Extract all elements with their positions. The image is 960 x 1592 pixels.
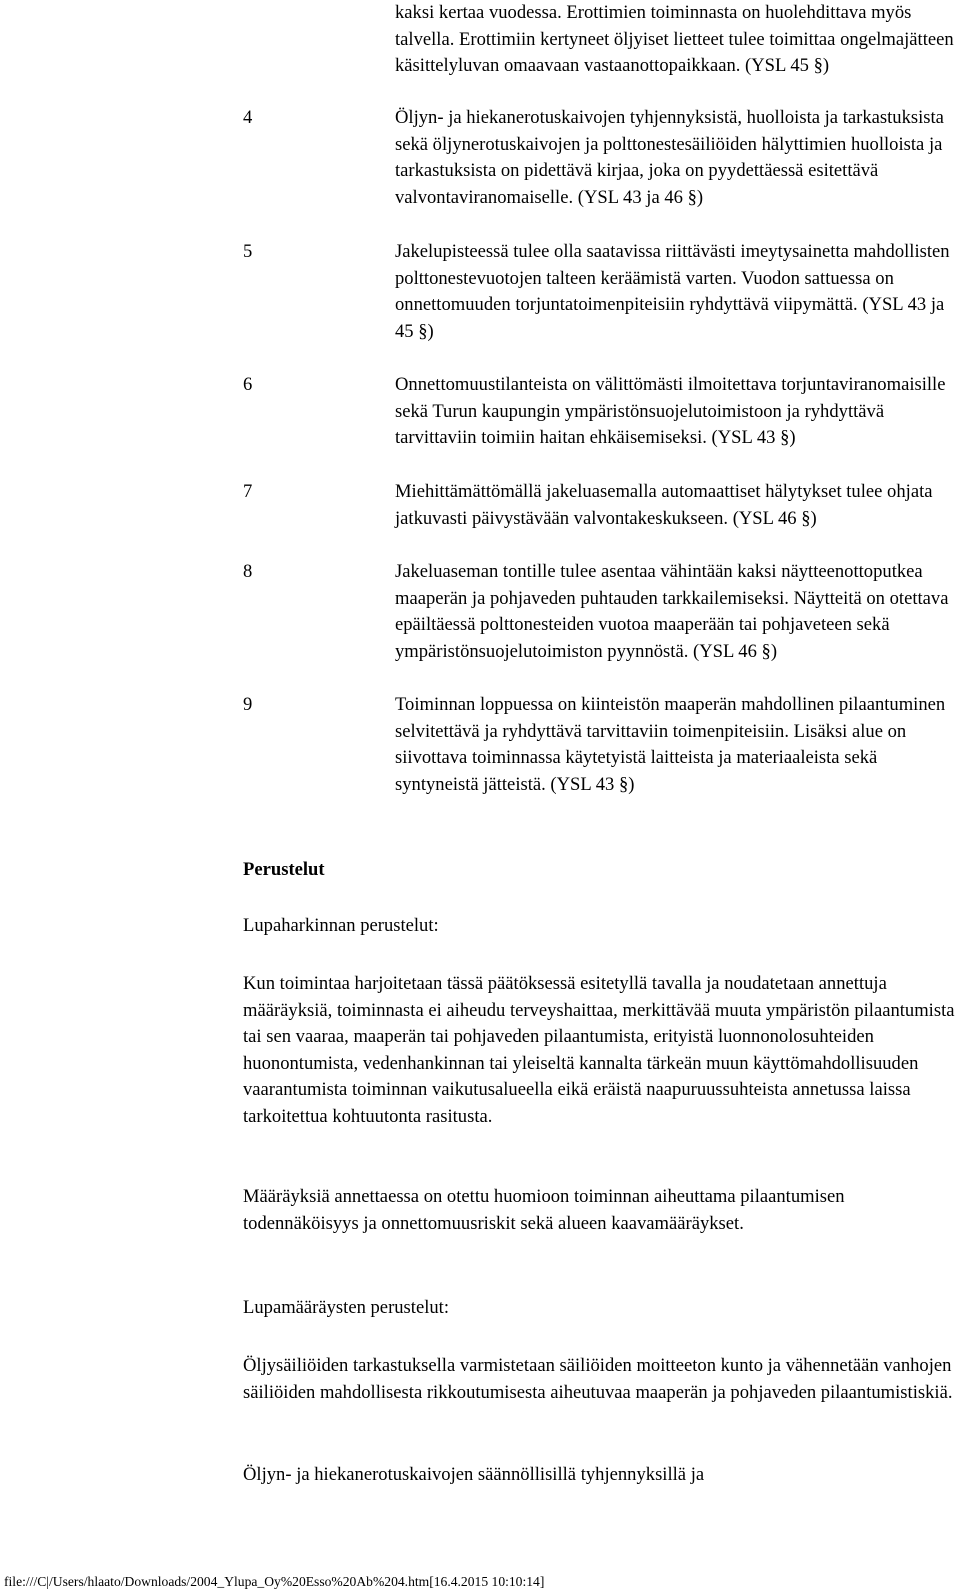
item-number: 9 — [243, 694, 253, 715]
item-text: Miehittämättömällä jakeluasemalla automaattiset hälytykset tulee ohjata jatkuvasti päivystävään valvontakeskukseen. (YSL 46 §) — [395, 481, 933, 529]
item-text: Öljyn- ja hiekanerotuskaivojen tyhjennyksistä, huolloista ja tarkastuksista sekä öljynerotuskaivojen ja polttonestesäiliöiden hälyttimien huolloista ja tarkastuksista on pidettävä kirjaa, joka on pyydettäessä esitettävä valvontaviranomaiselle. (YSL 43 ja 46 §) — [395, 107, 944, 208]
item-text: Jakelupisteessä tulee olla saatavissa riittävästi imeytysainetta mahdollisten polttonestevuotojen talteen keräämistä varten. Vuodon sattuessa on onnettomuuden torjuntatoimenpiteisiin ryhdyttävä viipymättä. (YSL 43 ja 45 §) — [395, 241, 950, 342]
item-number: 8 — [243, 561, 253, 582]
item-number: 4 — [243, 107, 253, 128]
item-text: Toiminnan loppuessa on kiinteistön maaperän mahdollinen pilaantuminen selvitettävä ja ryhdyttävä tarvittaviin toimenpiteisiin. Lisäksi alue on siivottava toiminnassa käytetyistä laitteista ja materiaaleista sekä syntyneistä jätteistä. (YSL 43 §) — [395, 694, 946, 795]
continuation-paragraph: kaksi kertaa vuodessa. Erottimien toiminnasta on huolehdittava myös talvella. Erottimiin kertyneet öljyiset lietteet tulee toimittaa ongelmajätteen käsittelyluvan omaavaan vastaanottopaikkaan. (YSL 45 §) — [395, 2, 954, 77]
subheading-permit-grounds: Lupaharkinnan perustelut: — [243, 915, 439, 936]
subheading-regulation-grounds: Lupamääräysten perustelut: — [243, 1297, 450, 1318]
section-title: Perustelut — [243, 859, 325, 880]
item-number: 5 — [243, 241, 253, 262]
paragraph-separator-emptying: Öljyn- ja hiekanerotuskaivojen säännöllisillä tyhjennyksillä ja — [243, 1464, 705, 1485]
item-number: 7 — [243, 481, 253, 502]
paragraph-tank-inspection: Öljysäiliöiden tarkastuksella varmistetaan säiliöiden moitteeton kunto ja vähennetään vanhojen säiliöiden mahdollisesta rikkoutumisesta aiheutuvaa maaperän ja pohjaveden pilaantumistiskiä. — [243, 1355, 953, 1403]
item-number: 6 — [243, 374, 253, 395]
item-text: Onnettomuustilanteista on välittömästi ilmoitettava torjuntaviranomaisille sekä Turun kaupungin ympäristönsuojelutoimistoon ja ryhdyttävä tarvittaviin toimiin haitan ehkäisemiseksi. (YSL 43 §) — [395, 374, 946, 449]
paragraph-regulations-consideration: Määräyksiä annettaessa on otettu huomioon toiminnan aiheuttama pilaantumisen todennäköisyys ja onnettomuusriskit sekä alueen kaavamääräykset. — [243, 1186, 845, 1234]
paragraph-permit-grounds: Kun toimintaa harjoitetaan tässä päätöksessä esitetyllä tavalla ja noudatetaan annettuja määräyksiä, toiminnasta ei aiheudu terveyshaittaa, merkittävää muuta ympäristön pilaantumista tai sen vaaraa, maaperän tai pohjaveden pilaantumista, erityistä luonnonolosuhteiden huonontumista, vedenhankinnan tai yleiseltä kannalta tärkeän muun käyttömahdollisuuden vaarantumista toiminnan vaikutusalueella eikä eräistä naapuruussuhteista annetussa laissa tarkoitettua kohtuutonta rasitusta. — [243, 973, 955, 1127]
item-text: Jakeluaseman tontille tulee asentaa vähintään kaksi näytteenottoputkea maaperän ja pohjaveden puhtauden tarkkailemiseksi. Näytteitä on otettava epäiltäessä polttonesteiden vuotoa maaperään tai pohjaveteen sekä ympäristönsuojelutoimiston pyynnöstä. (YSL 46 §) — [395, 561, 949, 662]
footer-file-path: file:///C|/Users/hlaato/Downloads/2004_Ylupa_Oy%20Esso%20Ab%204.htm[16.4.2015 10:10:14] — [4, 1574, 545, 1589]
